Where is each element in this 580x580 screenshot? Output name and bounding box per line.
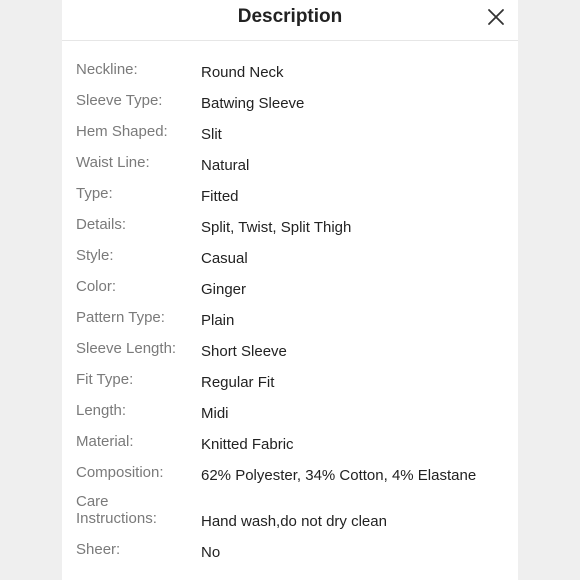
row-label: Care Instructions: [76,493,157,527]
list-item [76,391,506,422]
list-item [76,453,506,484]
attribute-list [76,61,506,561]
list-item [76,143,506,174]
row-value: No [201,544,221,561]
panel-title: Description [237,6,343,27]
row-label: Style: [76,247,114,264]
panel-header [62,0,518,41]
row-value: Slit [201,126,222,143]
row-label: Hem Shaped: [76,123,168,140]
list-item [76,360,506,391]
row-label: Color: [76,278,117,295]
list-item [76,267,506,298]
background-left [0,0,62,580]
background-right [518,0,580,580]
list-item [76,298,506,329]
row-value: Knitted Fabric [201,436,294,453]
row-label: Length: [76,402,127,419]
row-value: Plain [201,312,235,329]
row-value: Round Neck [201,64,284,81]
row-label: Neckline: [76,61,138,78]
list-item [76,61,506,81]
row-label: Sleeve Type: [76,92,163,109]
row-label: Waist Line: [76,154,150,171]
row-label: Details: [76,216,127,233]
row-label: Fit Type: [76,371,134,388]
row-value: Hand wash,do not dry clean [201,513,387,530]
list-item [76,174,506,205]
row-value: Midi [201,405,229,422]
list-item [76,422,506,453]
row-value: Regular Fit [201,374,275,391]
close-icon[interactable] [486,7,506,27]
list-item [76,205,506,236]
list-item [76,530,506,561]
row-value: Split, Twist, Split Thigh [201,219,352,236]
row-label: Type: [76,185,113,202]
row-value: Ginger [201,281,247,298]
list-item [76,112,506,143]
row-value: Natural [201,157,250,174]
row-value: Fitted [201,188,239,205]
row-label: Sheer: [76,541,121,558]
row-value: Short Sleeve [201,343,287,360]
description-panel [62,0,518,580]
row-value: Batwing Sleeve [201,95,305,112]
row-label: Sleeve Length: [76,340,177,357]
row-label: Material: [76,433,134,450]
list-item [76,236,506,267]
row-value: Casual [201,250,248,267]
row-label: Pattern Type: [76,309,165,326]
list-item [76,81,506,112]
row-label: Composition: [76,464,164,481]
row-value: 62% Polyester, 34% Cotton, 4% Elastane [201,467,477,484]
list-item [76,484,506,530]
list-item [76,329,506,360]
